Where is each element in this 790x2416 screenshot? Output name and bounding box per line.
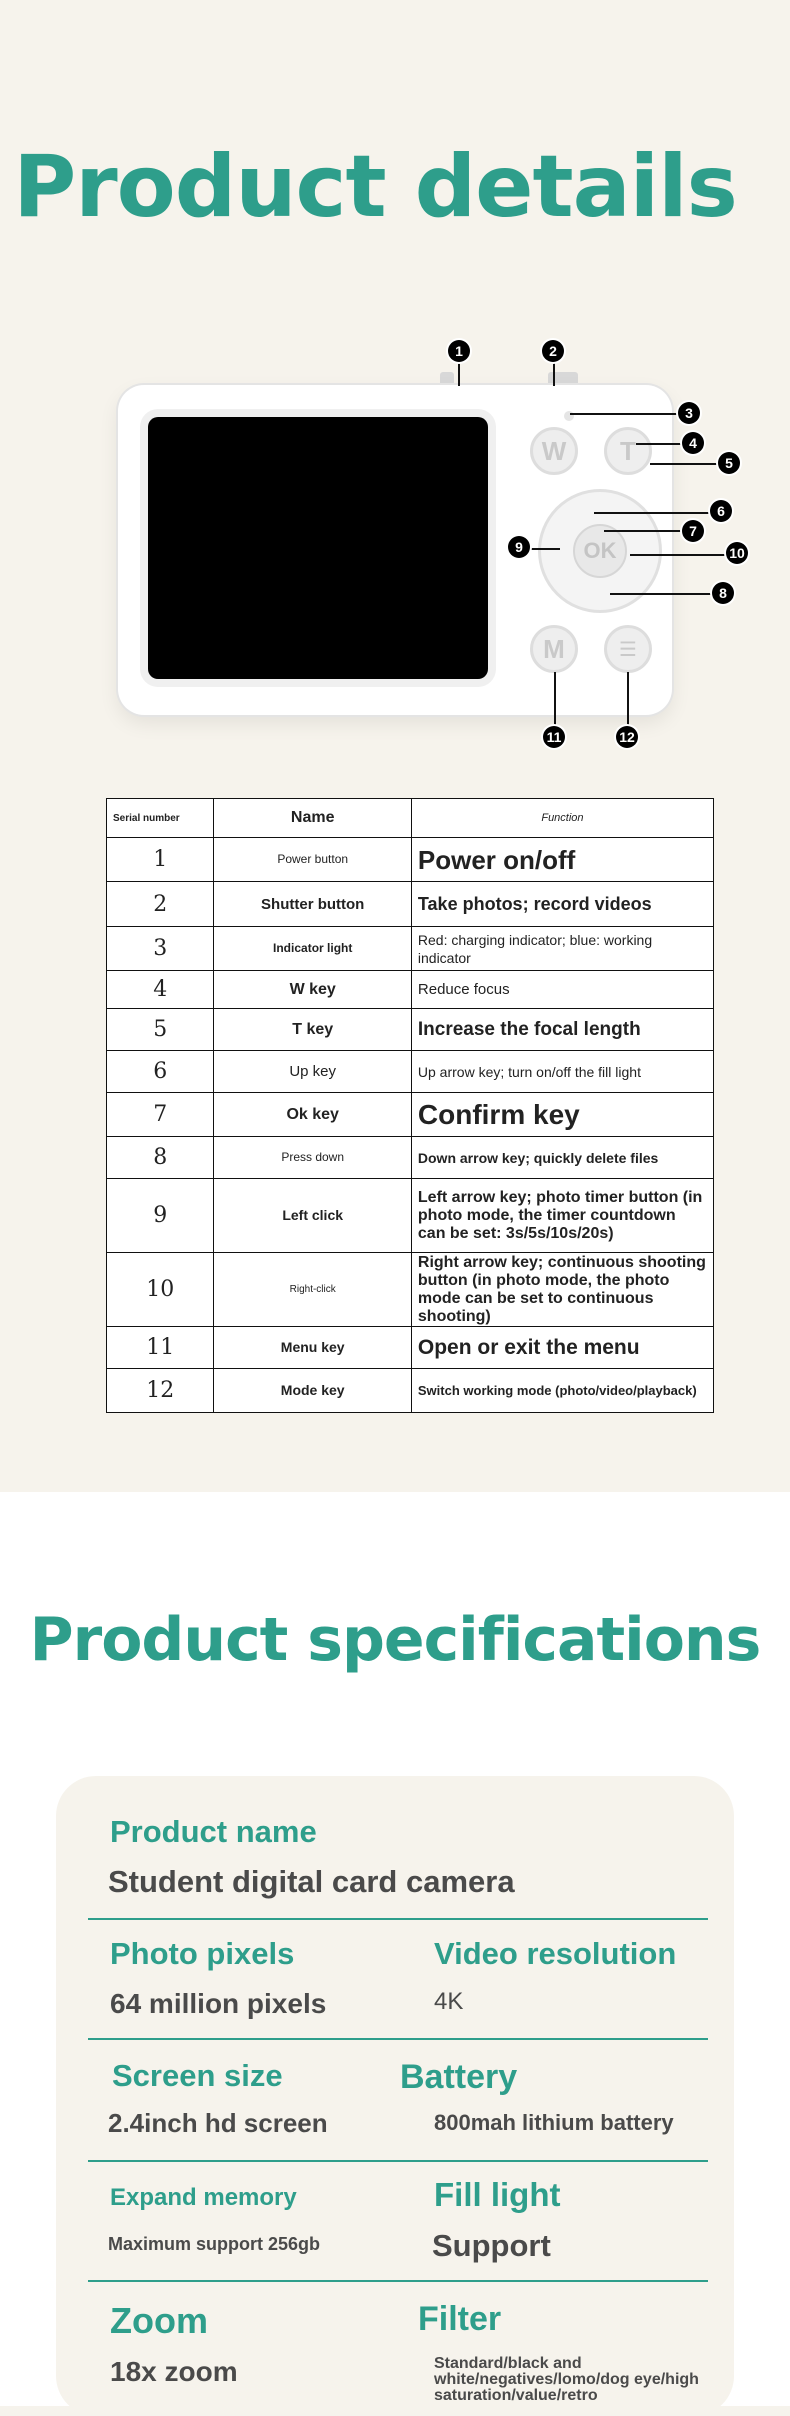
table-row — [107, 882, 714, 927]
callout-12: 12 — [616, 726, 638, 748]
row-name: Indicator light — [214, 927, 411, 971]
row-number: 5 — [107, 1009, 214, 1051]
expand-memory-label: Expand memory — [110, 2184, 297, 2211]
zoom-value: 18x zoom — [110, 2356, 238, 2387]
filter-label: Filter — [418, 2300, 502, 2338]
row-name: Press down — [214, 1137, 411, 1179]
menu-key — [604, 625, 652, 673]
product-specifications-title: Product specifications — [29, 1605, 761, 1675]
row-number: 3 — [107, 927, 214, 971]
header-name: Name — [214, 799, 411, 838]
row-number: 4 — [107, 971, 214, 1009]
row-function: Left arrow key; photo timer button (in photo mode, the timer countdown can be set: 3s/5s/10s/20s) — [411, 1179, 713, 1253]
product-name-value: Student digital card camera — [108, 1864, 515, 1899]
power-button-top — [440, 372, 454, 386]
row-number: 6 — [107, 1051, 214, 1093]
header-function: Function — [411, 799, 713, 838]
video-resolution-label: Video resolution — [434, 1936, 677, 1971]
specifications-card — [56, 1776, 734, 2416]
row-number: 12 — [107, 1369, 214, 1413]
row-name: Right-click — [214, 1253, 411, 1327]
screen-size-label: Screen size — [112, 2058, 283, 2093]
row-name: W key — [214, 971, 411, 1009]
row-name: Shutter button — [214, 882, 411, 927]
row-number: 11 — [107, 1327, 214, 1369]
filter-value: Standard/black and white/negatives/lomo/dog eye/high saturation/value/retro — [434, 2355, 699, 2404]
row-name: Menu key — [214, 1327, 411, 1369]
callout-1: 1 — [448, 340, 470, 362]
t-key — [604, 427, 652, 475]
callout-8: 8 — [712, 582, 734, 604]
callout-11: 11 — [543, 726, 565, 748]
row-name: Power button — [214, 838, 411, 882]
expand-memory-value: Maximum support 256gb — [108, 2234, 321, 2254]
ok-letter: OK — [583, 538, 617, 563]
divider — [88, 2280, 708, 2282]
battery-value: 800mah lithium battery — [434, 2110, 674, 2135]
fill-light-label: Fill light — [434, 2176, 561, 2213]
row-number: 10 — [107, 1253, 214, 1327]
photo-pixels-label: Photo pixels — [110, 1936, 295, 1971]
callout-4: 4 — [682, 432, 704, 454]
callout-9: 9 — [508, 536, 530, 558]
row-number: 2 — [107, 882, 214, 927]
table-header-row — [107, 799, 714, 838]
row-number: 9 — [107, 1179, 214, 1253]
product-name-label: Product name — [110, 1814, 317, 1849]
row-number: 7 — [107, 1093, 214, 1137]
row-name: Mode key — [214, 1369, 411, 1413]
w-key — [530, 427, 578, 475]
row-name: Ok key — [214, 1093, 411, 1137]
table-row — [107, 1253, 714, 1327]
divider — [88, 1918, 708, 1920]
key-function-table — [106, 798, 714, 1413]
screen-size-value: 2.4inch hd screen — [108, 2108, 328, 2138]
divider — [88, 2160, 708, 2162]
row-function: Increase the focal length — [411, 1009, 713, 1051]
row-number: 8 — [107, 1137, 214, 1179]
photo-pixels-value: 64 million pixels — [110, 1988, 327, 2019]
table-row — [107, 1093, 714, 1137]
callout-6: 6 — [710, 500, 732, 522]
row-function: Confirm key — [411, 1093, 713, 1137]
battery-label: Battery — [400, 2058, 518, 2096]
callout-10: 10 — [726, 542, 748, 564]
video-resolution-value: 4K — [434, 1988, 464, 2015]
callout-2: 2 — [542, 340, 564, 362]
row-function: Down arrow key; quickly delete files — [411, 1137, 713, 1179]
w-letter: W — [541, 435, 567, 466]
callout-7: 7 — [682, 520, 704, 542]
table-row — [107, 838, 714, 882]
m-key — [530, 625, 578, 673]
zoom-label: Zoom — [110, 2300, 208, 2341]
camera-screen — [148, 417, 488, 679]
table-row — [107, 1369, 714, 1413]
product-details-title: Product details — [13, 137, 737, 237]
row-function: Right arrow key; continuous shooting button (in photo mode, the photo mode can be set to continuous shooting) — [411, 1253, 713, 1327]
table-row — [107, 1137, 714, 1179]
menu-letter: ☰ — [619, 638, 637, 661]
camera-body — [118, 385, 672, 715]
table-row — [107, 1179, 714, 1253]
table-row — [107, 1327, 714, 1369]
callout-5: 5 — [718, 452, 740, 474]
row-function: Switch working mode (photo/video/playback) — [411, 1369, 713, 1413]
row-function: Power on/off — [411, 838, 713, 882]
callout-3: 3 — [678, 402, 700, 424]
row-function: Open or exit the menu — [411, 1327, 713, 1369]
table-row — [107, 971, 714, 1009]
row-name: T key — [214, 1009, 411, 1051]
fill-light-value: Support — [432, 2228, 551, 2263]
t-letter: T — [620, 435, 636, 466]
divider — [88, 2038, 708, 2040]
table-row — [107, 1051, 714, 1093]
row-name: Up key — [214, 1051, 411, 1093]
row-function: Up arrow key; turn on/off the fill light — [411, 1051, 713, 1093]
row-function: Take photos; record videos — [411, 882, 713, 927]
row-function: Red: charging indicator; blue: working indicator — [411, 927, 713, 971]
table-row — [107, 927, 714, 971]
row-name: Left click — [214, 1179, 411, 1253]
table-row — [107, 1009, 714, 1051]
m-letter: M — [543, 633, 565, 664]
row-number: 1 — [107, 838, 214, 882]
header-serial-number: Serial number — [107, 799, 214, 838]
camera-illustration — [110, 330, 760, 760]
ok-key — [573, 524, 627, 578]
row-function: Reduce focus — [411, 971, 713, 1009]
